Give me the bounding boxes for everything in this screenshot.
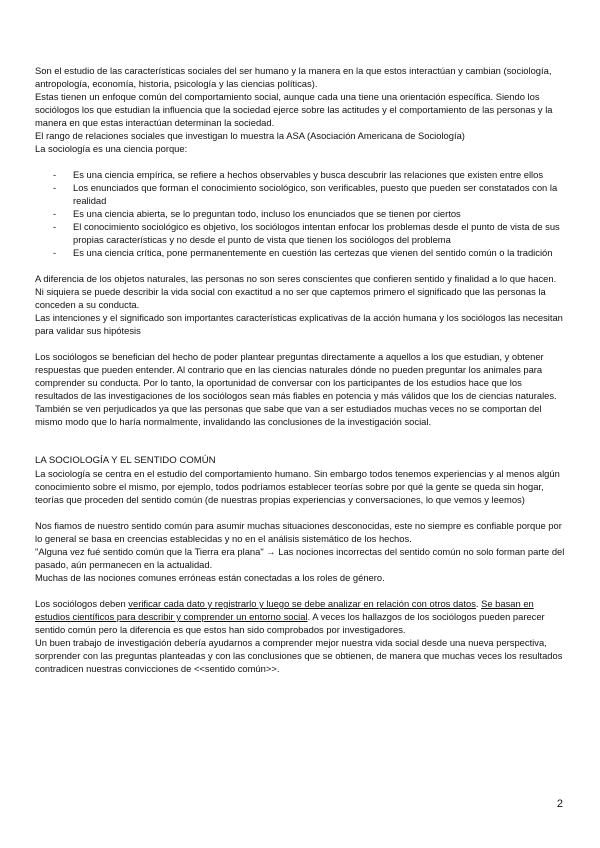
section-paragraph-6: Un buen trabajo de investigación debería ayudarnos a comprender mejor nuestra vida social desde una nueva perspectiva, sorprender con las preguntas planteadas y con las conclusiones que se obtienen, de manera que muchas veces los resultados contradicen nuestras convicciones de <<sentido común>>. <box>35 637 563 674</box>
intro-paragraph-4: La sociología es una ciencia porque: <box>35 143 188 154</box>
spacer <box>35 584 565 597</box>
science-criteria-list <box>35 168 565 259</box>
section-paragraph-4: Muchas de las nociones comunes erróneas están conectadas a los roles de género. <box>35 572 385 583</box>
list-item: - Es una ciencia abierta, se lo preguntan todo, incluso los enunciados que se tienen por ciertos <box>35 207 565 220</box>
block2-paragraph-2: Las intenciones y el significado son importantes características explicativas de la acción humana y los sociólogos las necesitan para validar sus hipótesis <box>35 312 563 336</box>
text-run: . <box>475 598 482 609</box>
text-run: Los sociólogos deben <box>35 598 129 609</box>
spacer <box>35 337 565 350</box>
page-number: 2 <box>556 798 563 810</box>
block3-paragraph-1: Los sociólogos se benefician del hecho de poder plantear preguntas directamente a aquellos a los que estudian, y obtener respuestas que pueden entender. Al contrario que en las ciencias naturales dónde no pueden preguntar los animales para comprender su conducta. Por lo tanto, la oportunidad de conversar con los participantes de los estudios hace que los resultados de las investigaciones de los sociólogos sean más fiables en potencia y más válidos que los de ciencias naturales. <box>35 351 557 401</box>
list-item: - El conocimiento sociológico es objetivo, los sociólogos intentan enfocar los problemas desde el punto de vista de sus propias características y no desde el punto de vista que tienen los sociólogos del problema <box>35 220 565 246</box>
block3-paragraph-2: También se ven perjudicados ya que las personas que sabe que van a ser estudiados muchas veces no se comportan del mismo modo que lo haría normalmente, invalidando las conclusiones de la investigación social. <box>35 403 542 427</box>
intro-paragraph-2: Estas tienen un enfoque común del comportamiento social, aunque cada una tiene una orientación específica. Siendo los sociólogos los que estudian la influencia que la sociedad ejerce sobre las actitudes y el comportamiento de las personas y la manera en que estas interactúan determinan la sociedad. <box>35 91 553 128</box>
intro-paragraph-1: Son el estudio de las características sociales del ser humano y la manera en la que estos interactúan y cambian (sociología, antropología, economía, historia, psicología y las ciencias políticas). <box>35 65 552 89</box>
intro-paragraph-3: El rango de relaciones sociales que investigan lo muestra la ASA (Asociación Americana de Sociología) <box>35 130 465 141</box>
section-paragraph-2: Nos fiamos de nuestro sentido común para asumir muchas situaciones desconocidas, este no siempre es confiable porque por lo general se basa en creencias establecidas y no en el análisis sistemático de los hechos. <box>35 520 562 544</box>
section-heading: LA SOCIOLOGÍA Y EL SENTIDO COMÚN <box>35 455 216 466</box>
list-item: - Es una ciencia empírica, se refiere a hechos observables y busca descubrir las relaciones que existen entre ellos <box>35 168 565 181</box>
block2-paragraph-1: A diferencia de los objetos naturales, las personas no son seres conscientes que confieren sentido y finalidad a lo que hacen. Ni siquiera se puede describir la vida social con exactitud a no ser que captemos primero el significado que las personas la conceden a su conducta. <box>35 273 557 310</box>
list-item: - Es una ciencia crítica, pone permanentemente en cuestión las certezas que vienen del sentido común o la tradición <box>35 246 565 259</box>
spacer <box>35 428 565 441</box>
section-paragraph-1: La sociología se centra en el estudio del comportamiento humano. Sin embargo todos tenemos experiencias y al menos algún conocimiento sobre el mismo, por ejemplo, todos podríamos establecer teorías sobre por qué la gente se queda sin hogar, teorías que proceden del sentido común (de nuestras propias experiencias y conversaciones, lo que vemos y leemos) <box>35 468 560 505</box>
underlined-text: verificar cada dato y registrarlo y luego se debe analizar en relación con otros datos <box>128 598 476 609</box>
text-run: . A veces los hallazgos de los sociólogos pueden parecer sentido común pero la diferencia es que estos han sido comprobados por investigadores. <box>35 611 545 635</box>
section-paragraph-3: "Alguna vez fué sentido común que la Tierra era plana" → Las nociones incorrectas del sentido común no solo forman parte del pasado, aún permanecen en la actualidad. <box>35 546 565 570</box>
spacer <box>35 259 565 272</box>
spacer <box>35 155 565 168</box>
spacer <box>35 506 565 519</box>
page-content <box>35 64 565 675</box>
spacer <box>35 441 565 454</box>
underlined-text: Se basan en estudios científicos para describir y comprender un entorno social <box>35 598 534 622</box>
list-item: - Los enunciados que forman el conocimiento sociológico, son verificables, puesto que pueden ser constatados con la realidad <box>35 181 565 207</box>
section-paragraph-5 <box>35 597 565 636</box>
